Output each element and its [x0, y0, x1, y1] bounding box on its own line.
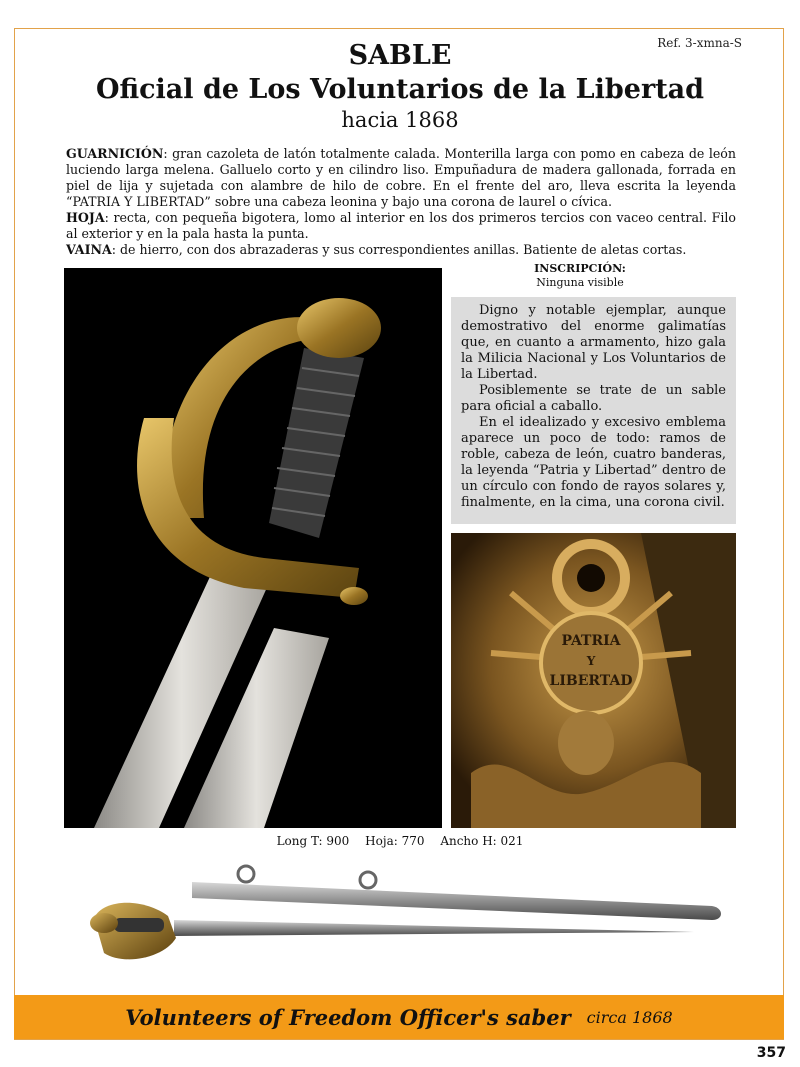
- commentary-box: [451, 297, 736, 524]
- lion-head: [558, 711, 614, 775]
- quillon-tip: [340, 587, 368, 605]
- english-title: Volunteers of Freedom Officer's saber: [125, 1004, 571, 1030]
- scabbard-ring-1: [238, 866, 254, 882]
- emblem-photo: [451, 533, 736, 828]
- vaina-text: : de hierro, con dos abrazaderas y sus correspondientes anillas. Batiente de aletas cortas.: [111, 242, 687, 257]
- english-title-banner: [14, 995, 784, 1039]
- page-number: 357: [756, 1045, 786, 1061]
- hilt-photo-drawing: [64, 268, 442, 828]
- guard-width: Ancho H: 021: [440, 834, 524, 848]
- page-subtitle: Oficial de Los Voluntarios de la Libertad: [95, 74, 705, 105]
- vaina-paragraph: [66, 242, 736, 258]
- inscription-block: [500, 262, 660, 290]
- inscription-label: INSCRIPCIÓN:: [534, 262, 626, 275]
- hoja-label: HOJA: [66, 210, 105, 225]
- emblem-text-line-1: PATRIA: [561, 633, 621, 649]
- scabbard: [192, 882, 721, 920]
- commentary-paragraph-1: Digno y notable ejemplar, aunque demostrativo del enorme galimatías que, en cuanto a armamento, hizo gala la Milicia Nacional y Los Voluntarios de la Libertad.: [461, 303, 726, 382]
- reference-code: Ref. 3-xmna-S: [657, 36, 742, 50]
- page-title: SABLE: [348, 40, 452, 71]
- length-total: Long T: 900: [276, 834, 350, 848]
- emblem-text-line-3: LIBERTAD: [549, 673, 633, 689]
- vaina-label: VAINA: [66, 242, 112, 257]
- page-date: hacia 1868: [341, 108, 459, 132]
- guarnicion-label: GUARNICIÓN: [66, 146, 164, 161]
- full-sabre-drawing: [84, 858, 734, 978]
- blade-length: Hoja: 770: [365, 834, 425, 848]
- english-circa: circa 1868: [586, 1007, 673, 1027]
- dimensions-line: [0, 834, 800, 848]
- guarnicion-paragraph: [66, 146, 736, 210]
- emblem-photo-drawing: [451, 533, 736, 828]
- hoja-text: : recta, con pequeña bigotera, lomo al interior en los dos primeros tercios con vaceo central. Filo al exterior y en la pala hasta la punta.: [66, 210, 736, 241]
- description-block: [66, 146, 736, 258]
- full-sabre-photo: [84, 858, 734, 978]
- sabre-blade: [174, 920, 694, 936]
- hilt-photo: [64, 268, 442, 828]
- sabre-pommel: [90, 913, 118, 933]
- emblem-text-line-2: Y: [586, 654, 596, 668]
- commentary-paragraph-3: En el idealizado y excesivo emblema aparece un poco de todo: ramos de roble, cabeza de león, cuatro banderas, la leyenda “Patria y Libertad” dentro de un círculo con fondo de rayos solares y, finalmente, en la cima, una corona civil.: [461, 415, 726, 510]
- scabbard-ring-2: [360, 872, 376, 888]
- lion-pommel: [297, 298, 381, 358]
- commentary-paragraph-2: Posiblemente se trate de un sable para oficial a caballo.: [461, 383, 726, 414]
- inscription-value: Ninguna visible: [536, 276, 624, 289]
- hoja-paragraph: [66, 210, 736, 242]
- sabre-grip: [114, 918, 164, 932]
- guarnicion-text: : gran cazoleta de latón totalmente calada. Monterilla larga con pomo en cabeza de león luciendo larga melena. Galluelo corto y en cilindro liso. Empuñadura de madera gallonada, forrada en piel de lija y sujetada con alambre de hilo de cobre. En el frente del aro, lleva escrita la leyenda “PATRIA Y LIBERTAD” sobre una cabeza leonina y bajo una corona de laurel o cívica.: [66, 146, 736, 209]
